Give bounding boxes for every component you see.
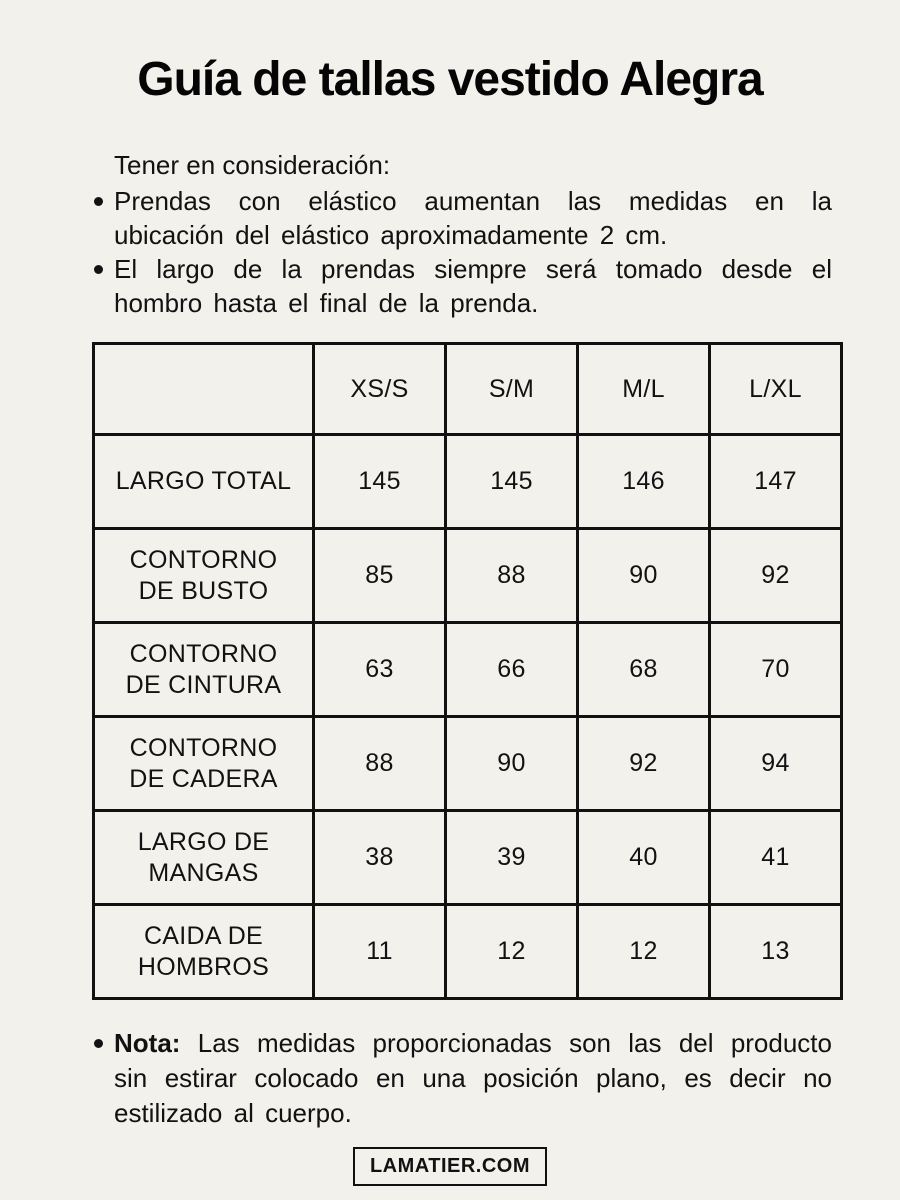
note-label: Nota: (114, 1028, 181, 1058)
row-label: CAIDA DE HOMBROS (94, 905, 314, 999)
note-item (92, 1026, 832, 1131)
measurement-cell: 88 (446, 529, 578, 623)
size-table (92, 342, 843, 1000)
measurement-cell: 70 (710, 623, 842, 717)
size-column-header: M/L (578, 344, 710, 435)
measurement-cell: 88 (314, 717, 446, 811)
size-table-header-row (94, 344, 842, 435)
table-row (94, 623, 842, 717)
bullet-icon (94, 1039, 103, 1048)
measurement-cell: 68 (578, 623, 710, 717)
size-column-header: XS/S (314, 344, 446, 435)
measurement-cell: 12 (578, 905, 710, 999)
measurement-cell: 66 (446, 623, 578, 717)
consideration-item (92, 252, 832, 320)
measurement-cell: 63 (314, 623, 446, 717)
measurement-cell: 12 (446, 905, 578, 999)
measurement-cell: 40 (578, 811, 710, 905)
table-row (94, 717, 842, 811)
brand-name: LAMATIER.COM (369, 1155, 531, 1177)
row-label: CONTORNO DE CINTURA (94, 623, 314, 717)
note-section (92, 1026, 832, 1131)
row-label: LARGO TOTAL (94, 435, 314, 529)
considerations-heading: Tener en consideración: (114, 150, 391, 180)
consideration-item-text: Prendas con elástico aumentan las medidas en la ubicación del elástico aproximadamente 2 cm. (114, 186, 832, 250)
bullet-icon (94, 197, 103, 206)
consideration-item-text: El largo de la prendas siempre será tomado desde el hombro hasta el final de la prenda. (114, 254, 832, 318)
measurement-cell: 92 (578, 717, 710, 811)
table-row (94, 529, 842, 623)
measurement-cell: 147 (710, 435, 842, 529)
corner-cell (94, 344, 314, 435)
table-row (94, 811, 842, 905)
measurement-cell: 145 (446, 435, 578, 529)
note-text: Las medidas proporcionadas son las del producto sin estirar colocado en una posición plano, es decir no estilizado al cuerpo. (114, 1028, 832, 1128)
measurement-cell: 13 (710, 905, 842, 999)
measurement-cell: 85 (314, 529, 446, 623)
size-column-header: S/M (446, 344, 578, 435)
consideration-item (92, 184, 832, 252)
measurement-cell: 92 (710, 529, 842, 623)
bullet-icon (94, 265, 103, 274)
measurement-cell: 146 (578, 435, 710, 529)
measurement-cell: 41 (710, 811, 842, 905)
table-row (94, 905, 842, 999)
measurement-cell: 90 (446, 717, 578, 811)
measurement-cell: 90 (578, 529, 710, 623)
measurement-cell: 11 (314, 905, 446, 999)
row-label: CONTORNO DE CADERA (94, 717, 314, 811)
measurement-cell: 94 (710, 717, 842, 811)
table-row (94, 435, 842, 529)
measurement-cell: 145 (314, 435, 446, 529)
measurement-cell: 39 (446, 811, 578, 905)
row-label: LARGO DE MANGAS (94, 811, 314, 905)
considerations-section (92, 148, 832, 320)
page-title: Guía de tallas vestido Alegra (137, 53, 763, 106)
brand-badge (353, 1147, 547, 1186)
row-label: CONTORNO DE BUSTO (94, 529, 314, 623)
size-column-header: L/XL (710, 344, 842, 435)
measurement-cell: 38 (314, 811, 446, 905)
